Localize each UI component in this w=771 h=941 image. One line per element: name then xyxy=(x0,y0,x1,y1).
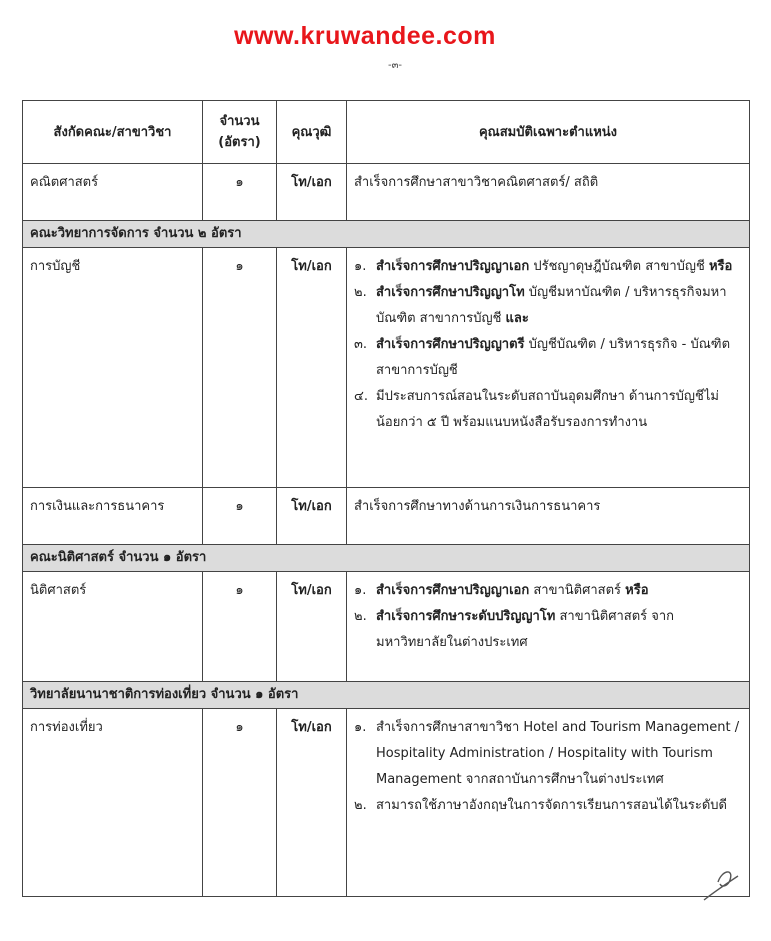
item-text: บัญชีมหาบัณฑิต / บริหารธุรกิจมหาบัณฑิต สาขาการบัญชี xyxy=(376,285,727,326)
item-bold-text: สำเร็จการศึกษาปริญญาเอก xyxy=(376,259,530,274)
count-cell: ๑ xyxy=(203,164,277,221)
positions-table xyxy=(22,100,750,897)
section-title: คณะนิติศาสตร์ จำนวน ๑ อัตรา xyxy=(23,545,750,572)
item-conjunction: และ xyxy=(505,311,529,326)
degree-cell: โท/เอก xyxy=(277,488,347,545)
item-number: ๑. xyxy=(354,720,367,735)
count-cell: ๑ xyxy=(203,248,277,488)
qualification-item xyxy=(354,254,742,280)
website-watermark: www.kruwandee.com xyxy=(234,22,496,50)
item-number: ๓. xyxy=(354,337,368,352)
item-conjunction: หรือ xyxy=(708,259,733,274)
item-bold-text: สำเร็จการศึกษาปริญญาตรี xyxy=(376,337,525,352)
header-count-line1: จำนวน xyxy=(219,114,260,129)
header-count xyxy=(203,101,277,164)
item-text: สาขานิติศาสตร์ xyxy=(529,583,626,598)
item-text: สามารถใช้ภาษาอังกฤษในการจัดการเรียนการสอนได้ในระดับดี xyxy=(376,798,727,813)
item-number: ๒. xyxy=(354,798,367,813)
qualification-cell xyxy=(347,248,750,488)
section-row xyxy=(23,545,750,572)
qualification-item xyxy=(354,332,742,384)
qualification-cell xyxy=(347,572,750,682)
count-cell: ๑ xyxy=(203,572,277,682)
table-row xyxy=(23,164,750,221)
table-row xyxy=(23,709,750,897)
section-title: วิทยาลัยนานาชาติการท่องเที่ยว จำนวน ๑ อัตรา xyxy=(23,682,750,709)
field-cell: การเงินและการธนาคาร xyxy=(23,488,203,545)
count-cell: ๑ xyxy=(203,488,277,545)
signature-mark xyxy=(700,862,744,906)
header-count-line2: (อัตรา) xyxy=(218,135,261,150)
section-row xyxy=(23,221,750,248)
item-text: มีประสบการณ์สอนในระดับสถาบันอุดมศึกษา ด้านการบัญชีไม่น้อยกว่า ๕ ปี พร้อมแนบหนังสือรับรองการทำงาน xyxy=(376,389,719,430)
qualification-cell: สำเร็จการศึกษาสาขาวิชาคณิตศาสตร์/ สถิติ xyxy=(347,164,750,221)
header-qualifications: คุณสมบัติเฉพาะตำแหน่ง xyxy=(347,101,750,164)
page-number: -๓- xyxy=(387,60,403,71)
table-row xyxy=(23,572,750,682)
table-row xyxy=(23,248,750,488)
item-text: สำเร็จการศึกษาสาขาวิชา Hotel and Tourism Management / Hospitality Administration / Hospitality with Tourism Management จากสถาบันการศึกษาในต่างประเทศ xyxy=(376,720,740,787)
field-cell: การบัญชี xyxy=(23,248,203,488)
table-row xyxy=(23,488,750,545)
item-number: ๒. xyxy=(354,285,367,300)
qualification-item xyxy=(354,578,742,604)
qualification-item xyxy=(354,715,742,793)
field-cell: การท่องเที่ยว xyxy=(23,709,203,897)
degree-cell: โท/เอก xyxy=(277,709,347,897)
item-bold-text: สำเร็จการศึกษาระดับปริญญาโท xyxy=(376,609,556,624)
field-cell: นิติศาสตร์ xyxy=(23,572,203,682)
qualification-cell xyxy=(347,709,750,897)
qualification-item xyxy=(354,280,742,332)
degree-cell: โท/เอก xyxy=(277,248,347,488)
qualification-item xyxy=(354,604,742,656)
qualification-item xyxy=(354,793,742,819)
item-text: ปรัชญาดุษฎีบัณฑิต สาขาบัญชี xyxy=(529,259,709,274)
item-number: ๒. xyxy=(354,609,367,624)
item-bold-text: สำเร็จการศึกษาปริญญาโท xyxy=(376,285,525,300)
item-text: บัญชีบัณฑิต / บริหารธุรกิจ - บัณฑิต สาขาการบัญชี xyxy=(376,337,731,378)
count-cell: ๑ xyxy=(203,709,277,897)
section-title: คณะวิทยาการจัดการ จำนวน ๒ อัตรา xyxy=(23,221,750,248)
degree-cell: โท/เอก xyxy=(277,572,347,682)
degree-cell: โท/เอก xyxy=(277,164,347,221)
qualification-item xyxy=(354,384,742,436)
item-text: สาขานิติศาสตร์ จากมหาวิทยาลัยในต่างประเทศ xyxy=(376,609,675,650)
header-degree: คุณวุฒิ xyxy=(277,101,347,164)
field-cell: คณิตศาสตร์ xyxy=(23,164,203,221)
item-bold-text: สำเร็จการศึกษาปริญญาเอก xyxy=(376,583,530,598)
section-row xyxy=(23,682,750,709)
qualification-cell: สำเร็จการศึกษาทางด้านการเงินการธนาคาร xyxy=(347,488,750,545)
item-conjunction: หรือ xyxy=(625,583,649,598)
item-number: ๑. xyxy=(354,583,367,598)
header-faculty: สังกัดคณะ/สาขาวิชา xyxy=(23,101,203,164)
table-header-row xyxy=(23,101,750,164)
item-number: ๑. xyxy=(354,259,367,274)
item-number: ๔. xyxy=(354,389,368,404)
